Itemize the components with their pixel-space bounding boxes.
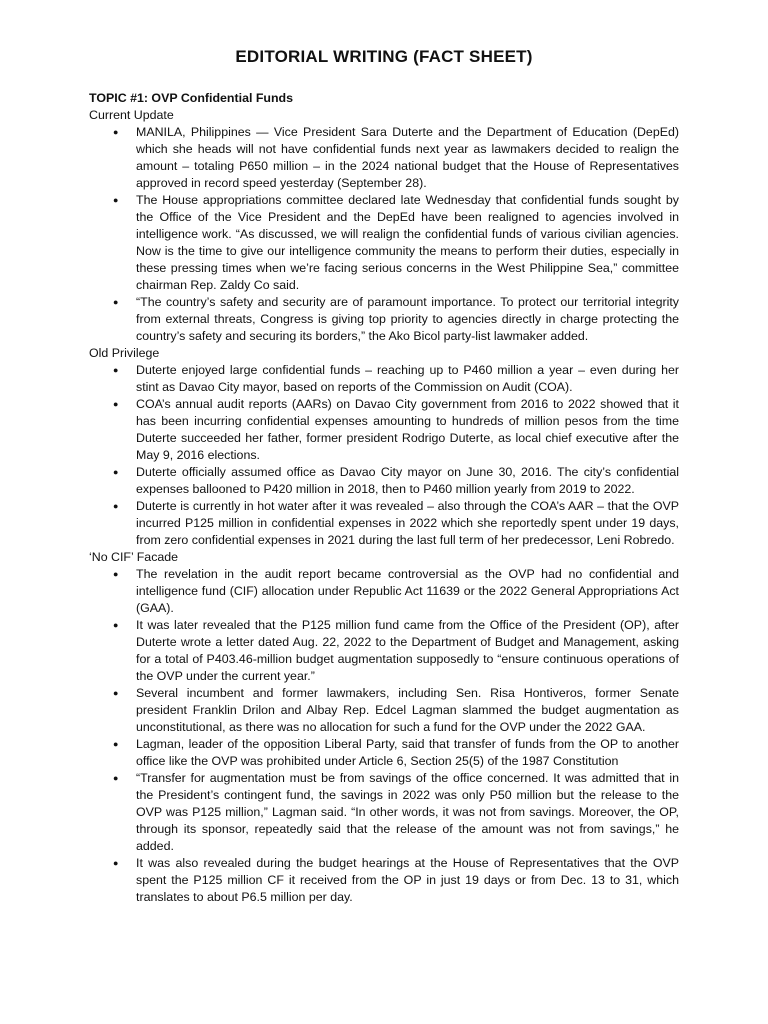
bullet-item: ● Lagman, leader of the opposition Liberal Party, said that transfer of funds from the OP to another office like the OVP was prohibited under Article 6, Section 25(5) of the 1987 Constitution — [89, 736, 679, 770]
bullet-item: ● It was later revealed that the P125 million fund came from the Office of the President (OP), after Duterte wrote a letter dated Aug. 22, 2022 to the Department of Budget and Management, asking for a total of P403.46-million budget augmentation supposedly to “ensure continuous operations of the OVP under the current year.” — [89, 617, 679, 685]
bullet-item: ● The House appropriations committee declared late Wednesday that confidential funds sought by the Office of the Vice President and the DepEd have been realigned to agencies involved in intelligence work. “As discussed, we will realign the confidential funds of various civilian agencies. Now is the time to give our intelligence community the means to perform their duties, especially in these pressing times when we’re facing serious concerns in the West Philippine Sea,” committee chairman Rep. Zaldy Co said. — [89, 192, 679, 294]
bullet-item: ● COA’s annual audit reports (AARs) on Davao City government from 2016 to 2022 showed that it has been incurring confidential expenses amounting to hundreds of million pesos from the time Duterte succeeded her father, former president Rodrigo Duterte, as local chief executive after the May 9, 2016 elections. — [89, 396, 679, 464]
section-no-cif-facade — [89, 549, 679, 906]
section-old-privilege — [89, 345, 679, 549]
bullet-item: ● The revelation in the audit report became controversial as the OVP had no confidential and intelligence fund (CIF) allocation under Republic Act 11639 or the 2022 General Appropriations Act (GAA). — [89, 566, 679, 617]
bullet-item: ● Duterte is currently in hot water after it was revealed – also through the COA’s AAR – that the OVP incurred P125 million in confidential expenses in 2022 which she reportedly spent under 19 days, from zero confidential expenses in 2021 during the last full term of her predecessor, Leni Robredo. — [89, 498, 679, 549]
bullet-item: ● “Transfer for augmentation must be from savings of the office concerned. It was admitted that in the President’s contingent fund, the savings in 2022 was only P50 million but the release to the OVP was P125 million,” Lagman said. “In other words, it was not from savings. Moreover, the OP, through its sponsor, repeatedly said that the release of the amount was not from savings,” he added. — [89, 770, 679, 855]
bullet-list — [89, 362, 679, 549]
page-title: EDITORIAL WRITING (FACT SHEET) — [235, 47, 533, 66]
section-heading: Current Update — [89, 108, 174, 122]
bullet-item: ● Duterte officially assumed office as Davao City mayor on June 30, 2016. The city’s confidential expenses ballooned to P420 million in 2018, then to P460 million yearly from 2019 to 2022. — [89, 464, 679, 498]
bullet-list — [89, 124, 679, 345]
bullet-item: ● It was also revealed during the budget hearings at the House of Representatives that the OVP spent the P125 million CF it received from the OP in just 19 days or from Dec. 13 to 31, which translates to about P6.5 million per day. — [89, 855, 679, 906]
section-current-update — [89, 107, 679, 345]
bullet-item: ● “The country’s safety and security are of paramount importance. To protect our territorial integrity from external threats, Congress is giving top priority to agencies directly in charge protecting the country’s safety and securing its borders,” the Ako Bicol party-list lawmaker added. — [89, 294, 679, 345]
section-heading: ‘No CIF’ Facade — [89, 550, 179, 564]
bullet-item: ● Several incumbent and former lawmakers, including Sen. Risa Hontiveros, former Senate president Franklin Drilon and Albay Rep. Edcel Lagman slammed the budget augmentation as unconstitutional, as there was no allocation for such a fund for the OVP under the 2022 GAA. — [89, 685, 679, 736]
bullet-item: ● Duterte enjoyed large confidential funds – reaching up to P460 million a year – even during her stint as Davao City mayor, based on reports of the Commission on Audit (COA). — [89, 362, 679, 396]
bullet-list — [89, 566, 679, 906]
topic-heading: TOPIC #1: OVP Confidential Funds — [89, 91, 294, 105]
bullet-item: ● MANILA, Philippines — Vice President Sara Duterte and the Department of Education (DepEd) which she heads will not have confidential funds next year as lawmakers decided to realign the amount – totaling P650 million – in the 2024 national budget that the House of Representatives approved in record speed yesterday (September 28). — [89, 124, 679, 192]
section-heading: Old Privilege — [89, 346, 160, 360]
